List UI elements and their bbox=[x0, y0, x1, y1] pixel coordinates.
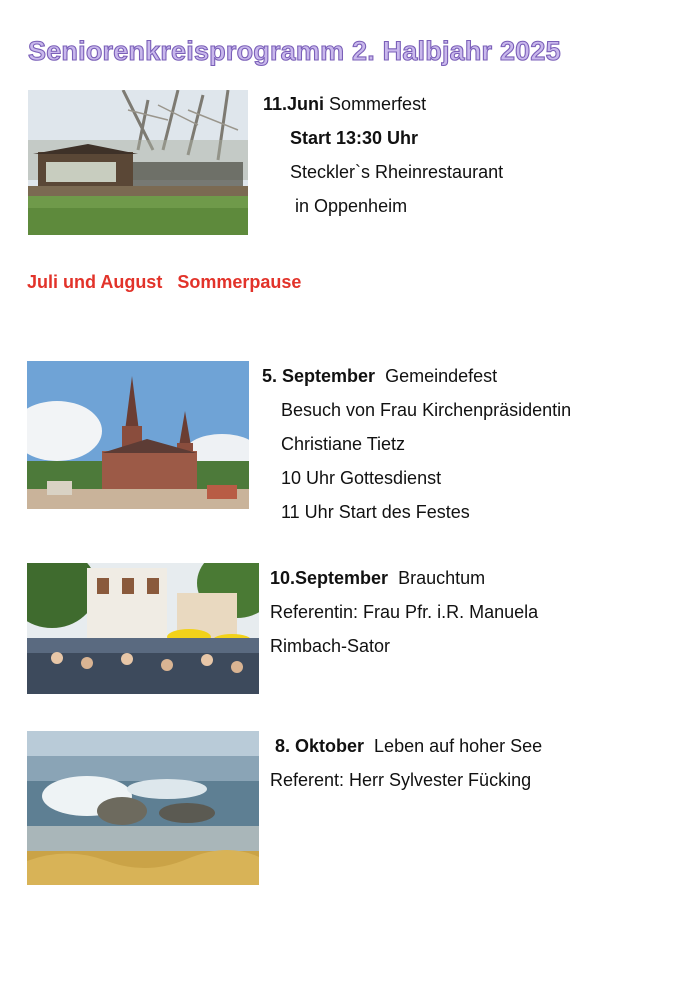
event-detail: in Oppenheim bbox=[290, 196, 408, 216]
event-topic: Brauchtum bbox=[398, 568, 486, 588]
event-topic: Leben auf hoher See bbox=[374, 736, 543, 756]
event-topic: Sommerfest bbox=[329, 94, 427, 114]
event-3-text bbox=[270, 561, 538, 663]
event-detail: Christiane Tietz bbox=[281, 434, 406, 454]
event-detail: 10 Uhr Gottesdienst bbox=[281, 468, 442, 488]
event-detail: Besuch von Frau Kirchenpräsidentin bbox=[281, 400, 572, 420]
event-2-text bbox=[262, 359, 571, 529]
event-detail: Referent: Herr Sylvester Fücking bbox=[270, 770, 532, 790]
event-4-text bbox=[270, 729, 542, 797]
event-date: 11.Juni bbox=[263, 94, 325, 114]
town-festival-photo bbox=[27, 563, 259, 694]
page-title: Seniorenkreisprogramm 2. Halbjahr 2025 bbox=[28, 36, 561, 66]
restaurant-terrace-photo bbox=[28, 90, 248, 235]
event-detail: Rimbach-Sator bbox=[270, 636, 391, 656]
event-topic: Gemeindefest bbox=[385, 366, 498, 386]
sea-waves-photo bbox=[27, 731, 259, 885]
event-detail: 11 Uhr Start des Festes bbox=[281, 502, 470, 522]
event-detail: Referentin: Frau Pfr. i.R. Manuela bbox=[270, 602, 539, 622]
event-date: 5. September bbox=[262, 366, 376, 386]
event-detail: Start 13:30 Uhr bbox=[290, 128, 419, 148]
event-date: 10.September bbox=[270, 568, 389, 588]
event-date: 8. Oktober bbox=[275, 736, 365, 756]
event-detail: Steckler`s Rheinrestaurant bbox=[290, 162, 504, 182]
event-1-text bbox=[263, 87, 503, 223]
church-photo bbox=[27, 361, 249, 509]
summer-break-notice: Juli und August Sommerpause bbox=[27, 272, 302, 292]
